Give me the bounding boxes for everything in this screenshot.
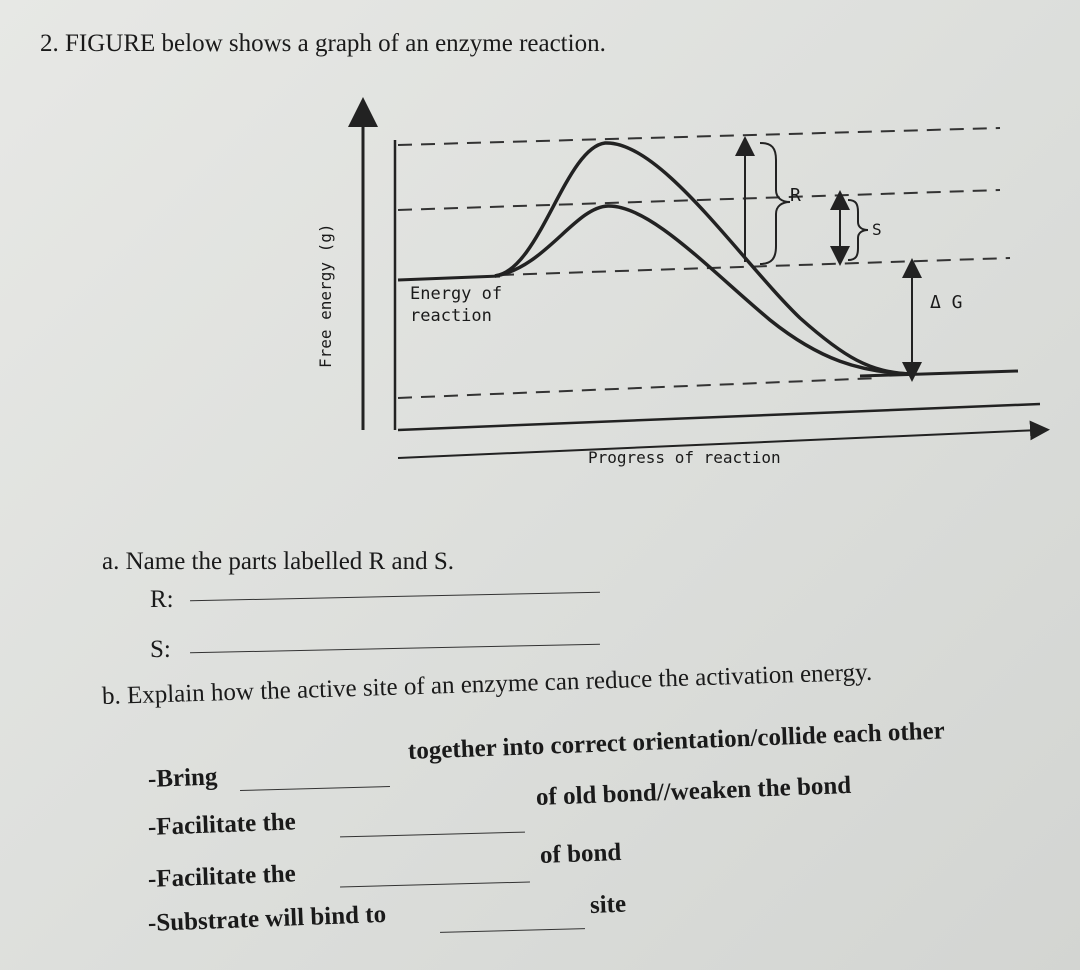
line1-start: -Bring — [147, 763, 218, 793]
line4-start: -Substrate will bind to — [147, 900, 387, 937]
reactant-level — [398, 276, 500, 280]
line4-end: site — [589, 890, 627, 919]
line3-start: -Facilitate the — [147, 860, 297, 893]
baseline — [398, 404, 1040, 430]
energy-label-2: reaction — [410, 306, 492, 326]
part-b-prompt: b. Explain how the active site of an enzyme can reduce the activation energy. — [101, 658, 873, 710]
line3-end: of bond — [539, 838, 622, 869]
line2-end: of old bond//weaken the bond — [535, 771, 852, 811]
s-answer-label: S: — [150, 636, 171, 663]
question-title: 2. FIGURE below shows a graph of an enzyme reaction. — [40, 30, 606, 57]
label-delta-g: Δ G — [930, 292, 963, 313]
s-brace — [848, 200, 868, 260]
energy-label-1: Energy of — [410, 284, 503, 304]
line2-start: -Facilitate the — [147, 808, 297, 841]
line1-end: together into correct orientation/collide each other — [407, 717, 946, 765]
catalysed-curve — [495, 206, 910, 374]
dash-product-level — [398, 378, 880, 398]
uncatalysed-curve — [495, 143, 910, 374]
x-axis-label: Progress of reaction — [588, 448, 781, 467]
r-brace — [760, 143, 790, 264]
y-axis-label: Free energy (g) — [316, 223, 335, 368]
r-answer-label: R: — [150, 586, 174, 613]
label-s: S — [872, 220, 882, 239]
label-r: R — [790, 185, 801, 206]
dash-uncatalysed-peak — [398, 128, 1000, 145]
part-a-prompt: a. Name the parts labelled R and S. — [102, 548, 454, 575]
dash-reactant-level — [500, 258, 1010, 275]
